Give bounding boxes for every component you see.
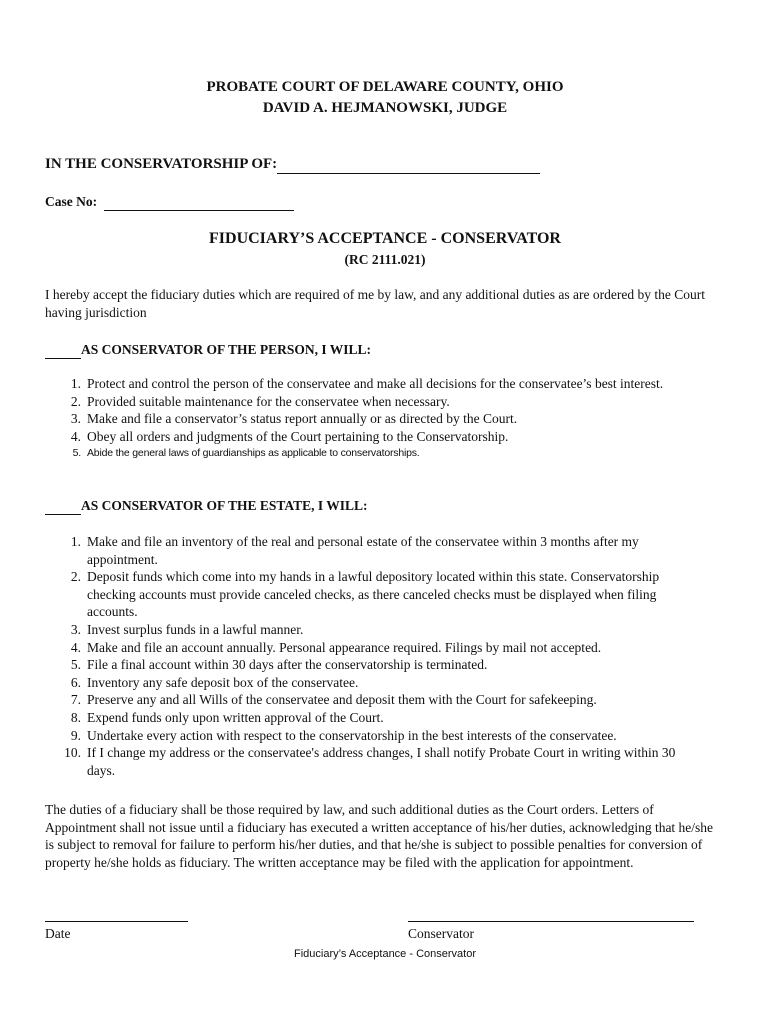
footer-title: Fiduciary’s Acceptance - Conservator	[294, 948, 476, 960]
person-section-heading	[45, 342, 371, 359]
person-duties-list	[45, 375, 705, 463]
case-number-label: Case No:	[45, 194, 98, 209]
list-item: 4. Obey all orders and judgments of the Court pertaining to the Conservatorship.	[70, 428, 509, 444]
list-item: 8. Expend funds only upon written approval of the Court.	[70, 709, 384, 725]
court-name: PROBATE COURT OF DELAWARE COUNTY, OHIO	[206, 79, 564, 95]
date-signature-line[interactable]	[45, 921, 188, 922]
list-item: 2. Deposit funds which come into my hands in a lawful depository located within this state. Conservatorship checking accounts must provide canceled checks, as there canceled checks must be displayed when filing accounts.	[70, 569, 660, 620]
judge-name: DAVID A. HEJMANOWSKI, JUDGE	[262, 100, 508, 116]
statute-reference: (RC 2111.021)	[344, 252, 426, 267]
closing-paragraph: The duties of a fiduciary shall be those required by law, and such additional duties as the Court orders. Letters of Appointment shall not issue until a fiduciary has executed a written acceptance of his/her duties, acknowledging that he/she is subject to removal for failure to perform his/her duties, and that he/she is subject to possible penalties for conversion of property he/she holds as fiduciary. The written acceptance may be filed with the application for appointment.	[45, 802, 714, 870]
intro-paragraph: I hereby accept the fiduciary duties which are required of me by law, and any additional duties as are ordered by the Court having jurisdiction	[45, 287, 705, 320]
case-number-line	[45, 194, 294, 211]
list-item: 4. Make and file an account annually. Personal appearance required. Filings by mail not accepted.	[70, 639, 602, 655]
list-item: 6. Inventory any safe deposit box of the conservatee.	[70, 674, 359, 690]
conservatorship-name-field[interactable]	[277, 156, 540, 174]
person-section-checkbox-line[interactable]	[45, 342, 81, 359]
list-item: 2. Provided suitable maintenance for the conservatee when necessary.	[70, 393, 450, 409]
list-item: 7. Preserve any and all Wills of the conservatee and deposit them with the Court for safekeeping.	[70, 692, 597, 708]
list-item: 1. Make and file an inventory of the real and personal estate of the conservatee within 3 months after my appointment.	[70, 534, 639, 567]
estate-section-title: AS CONSERVATOR OF THE ESTATE, I WILL:	[81, 498, 368, 513]
page-title: FIDUCIARY’S ACCEPTANCE - CONSERVATOR	[209, 230, 561, 247]
list-item: 9. Undertake every action with respect to the conservatorship in the best interests of the conservatee.	[70, 727, 617, 743]
conservatorship-label: IN THE CONSERVATORSHIP OF:	[45, 156, 278, 172]
list-item: 5. File a final account within 30 days after the conservatorship is terminated.	[70, 657, 488, 673]
conservator-signature-line[interactable]	[408, 921, 694, 922]
list-item: 5. Abide the general laws of guardianships as applicable to conservatorships.	[72, 447, 420, 460]
estate-section-heading	[45, 498, 368, 515]
list-item: 10. If I change my address or the conservatee's address changes, I shall notify Probate Court in writing within 30 days.	[64, 745, 676, 778]
list-item: 3. Make and file a conservator’s status report annually or as directed by the Court.	[70, 411, 518, 427]
list-item: 3. Invest surplus funds in a lawful manner.	[70, 621, 304, 637]
case-number-field[interactable]	[104, 194, 294, 211]
estate-duties-list	[45, 533, 705, 779]
date-label: Date	[45, 926, 71, 941]
person-section-title: AS CONSERVATOR OF THE PERSON, I WILL:	[81, 342, 371, 357]
conservator-label: Conservator	[408, 926, 474, 941]
list-item: 1. Protect and control the person of the conservatee and make all decisions for the conservatee’s best interest.	[70, 376, 664, 391]
conservatorship-line	[45, 156, 540, 174]
estate-section-checkbox-line[interactable]	[45, 498, 81, 515]
